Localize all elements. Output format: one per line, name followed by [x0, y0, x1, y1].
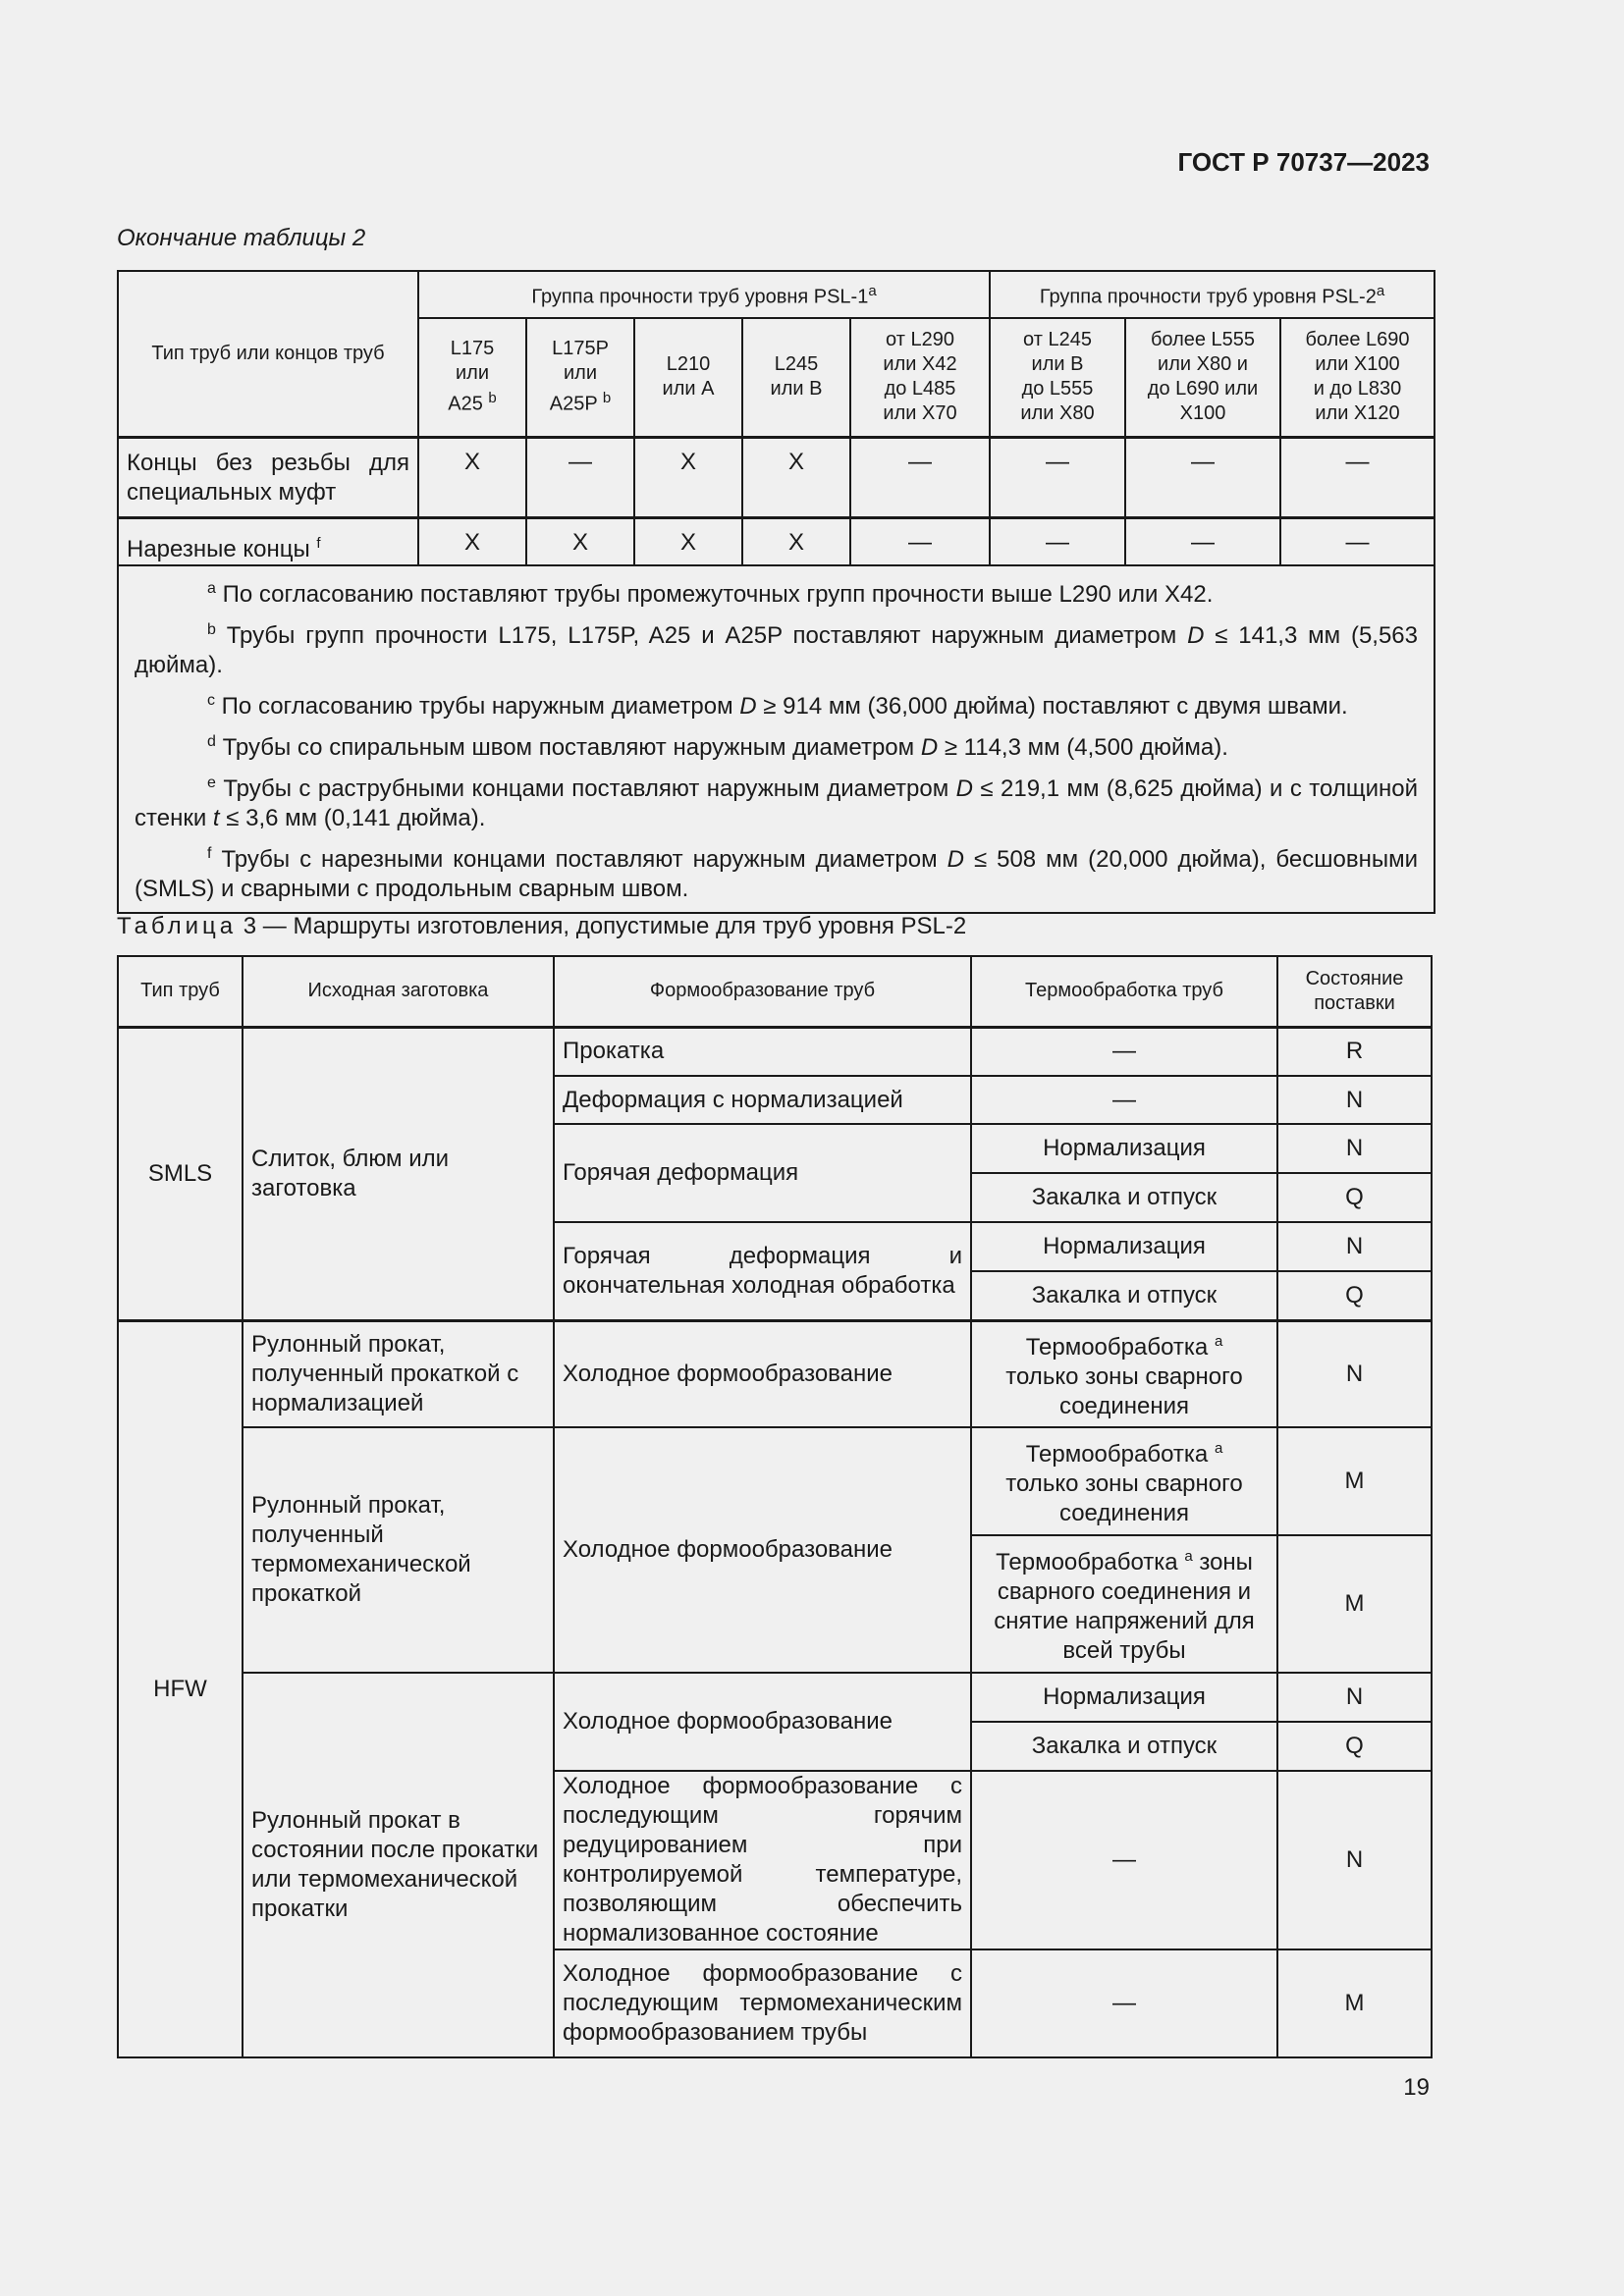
t2-grade-header: L175P или A25P $^b$	[526, 318, 634, 437]
t3-forming: Холодное формообразование	[554, 1427, 971, 1673]
t2-grade-header: от L290 или X42 до L485 или X70	[850, 318, 990, 437]
t2-cell: —	[1280, 517, 1435, 565]
t3-blank: Рулонный прокат, полученный термомеханической прокаткой	[243, 1427, 554, 1673]
t3-header-type: Тип труб	[118, 956, 243, 1027]
t2-cell: —	[1125, 517, 1280, 565]
table3	[117, 955, 1433, 2058]
note-e: $^e$ Трубы с раструбными концами поставляют наружным диаметром D ≤ 219,1 мм (8,625 дюйма) и с толщиной стенки t ≤ 3,6 мм (0,141 дюйма).	[135, 774, 1419, 831]
t2-grade-header: более L555 или X80 и до L690 или X100	[1125, 318, 1280, 437]
document-code: ГОСТ Р 70737—2023	[1177, 147, 1430, 177]
t3-header-delivery: Состояние поставки	[1277, 956, 1432, 1027]
t2-cell: —	[990, 517, 1125, 565]
t2-cell: X	[418, 437, 526, 517]
t2-cell: —	[850, 437, 990, 517]
note-f: $^f$ Трубы с нарезными концами поставляют наружным диаметром D ≤ 508 мм (20,000 дюйма), бесшовными (SMLS) и сварными с продольным сварным швом.	[135, 845, 1418, 902]
t2-row-label: Нарезные концы $^f$	[118, 517, 418, 565]
t2-cell: —	[990, 437, 1125, 517]
t3-blank: Рулонный прокат, полученный прокаткой с нормализацией	[243, 1320, 554, 1427]
t2-cell: X	[742, 517, 850, 565]
t3-heat: Закалка и отпуск	[971, 1722, 1277, 1771]
t2-psl1-header: Группа прочности труб уровня PSL-$1^а$	[418, 271, 990, 318]
t3-forming: Холодное формообразование с последующим горячим редуцированием при контролируемой температуре, позволяющим обеспечить нормализованное состояние	[554, 1771, 971, 1949]
t3-forming: Холодное формообразование с последующим термомеханическим формообразованием трубы	[554, 1949, 971, 2057]
t2-type-header: Тип труб или концов труб	[118, 271, 418, 437]
t3-delivery: N	[1277, 1124, 1432, 1173]
t3-forming: Горячая деформация	[554, 1124, 971, 1222]
table-row	[118, 517, 1435, 565]
table-row	[118, 1027, 1432, 1076]
t3-delivery: R	[1277, 1027, 1432, 1076]
t2-grade-header: L175 или A25 $^b$	[418, 318, 526, 437]
t3-header-blank: Исходная заготовка	[243, 956, 554, 1027]
t2-cell: —	[526, 437, 634, 517]
t2-cell: —	[1280, 437, 1435, 517]
t2-grade-header: от L245 или B до L555 или X80	[990, 318, 1125, 437]
t3-delivery: Q	[1277, 1173, 1432, 1222]
t2-grade-header: более L690 или X100 и до L830 или X120	[1280, 318, 1435, 437]
t2-cell: X	[526, 517, 634, 565]
t3-header-heat: Термообработка труб	[971, 956, 1277, 1027]
t3-type-smls: SMLS	[118, 1027, 243, 1320]
t3-type-hfw: HFW	[118, 1320, 243, 2057]
t2-cell: X	[742, 437, 850, 517]
t3-heat: Термообработка $^a$ только зоны сварного соединения	[971, 1427, 1277, 1535]
t3-heat: Термообработка $^a$ зоны сварного соединения и снятие напряжений для всей трубы	[971, 1535, 1277, 1673]
t3-delivery: M	[1277, 1427, 1432, 1535]
table-row	[118, 1673, 1432, 1722]
t3-heat: Нормализация	[971, 1673, 1277, 1722]
t3-heat: Закалка и отпуск	[971, 1271, 1277, 1320]
t3-delivery: N	[1277, 1222, 1432, 1271]
t3-delivery: M	[1277, 1949, 1432, 2057]
note-c: $^c$ По согласованию трубы наружным диаметром D ≥ 914 мм (36,000 дюйма) поставляют с двумя швами.	[207, 692, 1348, 720]
t3-heat: —	[971, 1949, 1277, 2057]
t2-cell: —	[850, 517, 990, 565]
t3-delivery: N	[1277, 1771, 1432, 1949]
t2-psl2-header: Группа прочности труб уровня PSL-2$^a$	[990, 271, 1435, 318]
t3-forming: Прокатка	[554, 1027, 971, 1076]
t2-cell: X	[634, 517, 742, 565]
t2-cell: X	[418, 517, 526, 565]
t3-delivery: M	[1277, 1535, 1432, 1673]
t3-forming: Деформация с нормализацией	[554, 1076, 971, 1124]
note-b: $^b$ Трубы групп прочности L175, L175P, A25 и A25P поставляют наружным диаметром D ≤ 141,3 мм (5,563 дюйма).	[135, 621, 1419, 678]
t3-delivery: N	[1277, 1076, 1432, 1124]
table2-caption: Окончание таблицы 2	[117, 225, 366, 251]
t2-notes	[118, 565, 1435, 913]
t3-delivery: Q	[1277, 1722, 1432, 1771]
t3-heat: Нормализация	[971, 1222, 1277, 1271]
t2-row-label: Концы без резьбы для специальных муфт	[118, 437, 418, 517]
table-row	[118, 1320, 1432, 1427]
t3-heat: Нормализация	[971, 1124, 1277, 1173]
t3-heat: —	[971, 1771, 1277, 1949]
table-row	[118, 437, 1435, 517]
table-row	[118, 1427, 1432, 1535]
t3-delivery: N	[1277, 1320, 1432, 1427]
t2-grade-header: L245 или B	[742, 318, 850, 437]
t3-header-forming: Формообразование труб	[554, 956, 971, 1027]
note-d: $^d$ Трубы со спиральным швом поставляют наружным диаметром D ≥ 114,3 мм (4,500 дюйма).	[207, 733, 1228, 761]
table2	[117, 270, 1435, 914]
t3-forming: Горячая деформация и окончательная холодная обработка	[554, 1222, 971, 1320]
t3-delivery: Q	[1277, 1271, 1432, 1320]
t2-cell: X	[634, 437, 742, 517]
page-number: 19	[1403, 2074, 1430, 2101]
t3-blank: Рулонный прокат в состоянии после прокатки или термомеханической прокатки	[243, 1673, 554, 2057]
table3-caption: Таблица 3 — Маршруты изготовления, допустимые для труб уровня PSL-2	[117, 913, 967, 939]
note-a: $^a$ По согласованию поставляют трубы промежуточных групп прочности выше L290 или X42.	[207, 580, 1214, 608]
t3-heat: Термообработка $^a$ только зоны сварного соединения	[971, 1320, 1277, 1427]
t2-cell: —	[1125, 437, 1280, 517]
t3-heat: Закалка и отпуск	[971, 1173, 1277, 1222]
t3-forming: Холодное формообразование	[554, 1673, 971, 1771]
t3-delivery: N	[1277, 1673, 1432, 1722]
t3-heat: —	[971, 1027, 1277, 1076]
t3-heat: —	[971, 1076, 1277, 1124]
t3-forming: Холодное формообразование	[554, 1320, 971, 1427]
t2-grade-header: L210 или A	[634, 318, 742, 437]
t3-blank: Слиток, блюм или заготовка	[243, 1027, 554, 1320]
